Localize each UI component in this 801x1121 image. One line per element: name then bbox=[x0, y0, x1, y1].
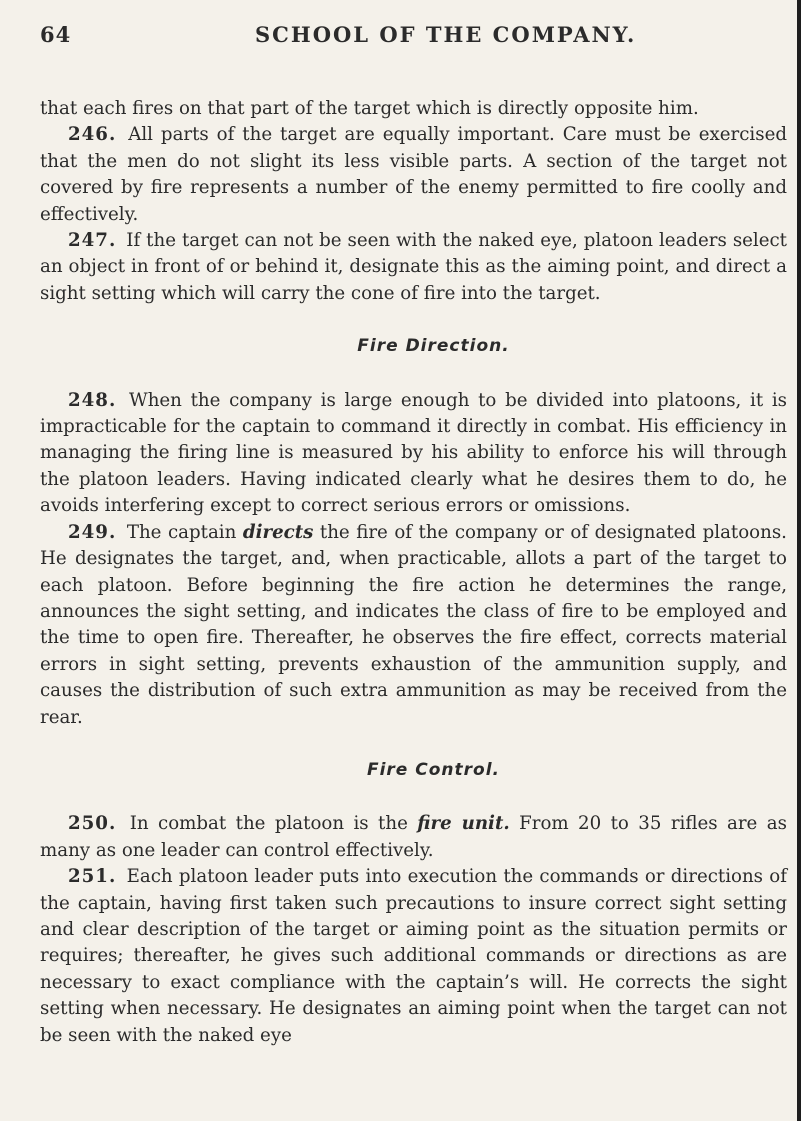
continuation-paragraph bbox=[40, 96, 787, 122]
paragraph-248 bbox=[40, 388, 787, 520]
paragraph-text: All parts of the target are equally important. Care must be exercised that the men do not slight its less visible parts. A section of the target not covered by fire represents a number of the enemy permitted to fire coolly and effectively. bbox=[40, 124, 787, 225]
page-edge-shadow bbox=[797, 0, 801, 1121]
emphasized-term: fire unit. bbox=[417, 813, 510, 835]
section-heading-fire-control: Fire Control. bbox=[366, 759, 500, 780]
paragraph-number: 250. bbox=[68, 813, 117, 835]
body-text bbox=[40, 96, 787, 1049]
page-header bbox=[40, 22, 787, 64]
section-heading-fire-direction: Fire Direction. bbox=[357, 336, 510, 357]
paragraph-number: 251. bbox=[68, 866, 117, 888]
paragraph-number: 248. bbox=[68, 389, 117, 411]
paragraph-text: When the company is large enough to be divided into platoons, it is impracticable for the captain to command it directly in combat. His efficiency in managing the firing line is measured by his ability to enforce his will through the platoon leaders. Having indicated clearly what he desires them to do, he avoids interfering except to correct serious errors or omissions. bbox=[40, 389, 787, 517]
paragraph-text-rest: the fire of the company or of designated platoons. He designates the target, and, when practicable, allots a part of the target to each platoon. Before beginning the fire action he determines the range, announces the sight setting, and indicates the class of fire to be employed and the time to open fire. Thereafter, he observes the fire effect, corrects material errors in sight setting, prevents exhaustion of the ammunition supply, and causes the distribution of such extra ammunition as may be received from the rear. bbox=[40, 521, 787, 728]
paragraph-246 bbox=[40, 122, 787, 228]
paragraph-number: 249. bbox=[68, 521, 117, 543]
paragraph-251 bbox=[40, 864, 787, 1049]
paragraph-text: Each platoon leader puts into execution the commands or directions of the captain, having first taken such precautions to insure correct sight setting and clear description of the target or aiming point as the situation permits or requires; thereafter, he gives such additional commands or directions as are necessary to exact compliance with the captain’s will. He corrects the sight setting when necessary. He designates an aiming point when the target can not be seen with the naked eye bbox=[40, 866, 787, 1046]
running-head: SCHOOL OF THE COMPANY. bbox=[255, 22, 637, 47]
paragraph-249 bbox=[40, 520, 787, 731]
paragraph-number: 247. bbox=[68, 230, 117, 252]
paragraph-text: If the target can not be seen with the naked eye, platoon leaders select an object in front of or behind it, designate this as the aiming point, and direct a sight setting which will carry the cone of fire into the target. bbox=[40, 230, 787, 304]
paragraph-number: 246. bbox=[68, 124, 117, 146]
paragraph-text-start: In combat the platoon is the bbox=[129, 813, 408, 835]
paragraph-247 bbox=[40, 228, 787, 307]
page-number: 64 bbox=[40, 22, 72, 47]
continuation-text: that each fires on that part of the target which is directly opposite him. bbox=[40, 98, 699, 119]
paragraph-text-start: The captain bbox=[126, 521, 237, 543]
paragraph-250 bbox=[40, 811, 787, 864]
paragraph-text-rest: From 20 to 35 rifles are as many as one leader can control effectively. bbox=[40, 813, 787, 861]
emphasized-term: directs bbox=[242, 521, 314, 543]
